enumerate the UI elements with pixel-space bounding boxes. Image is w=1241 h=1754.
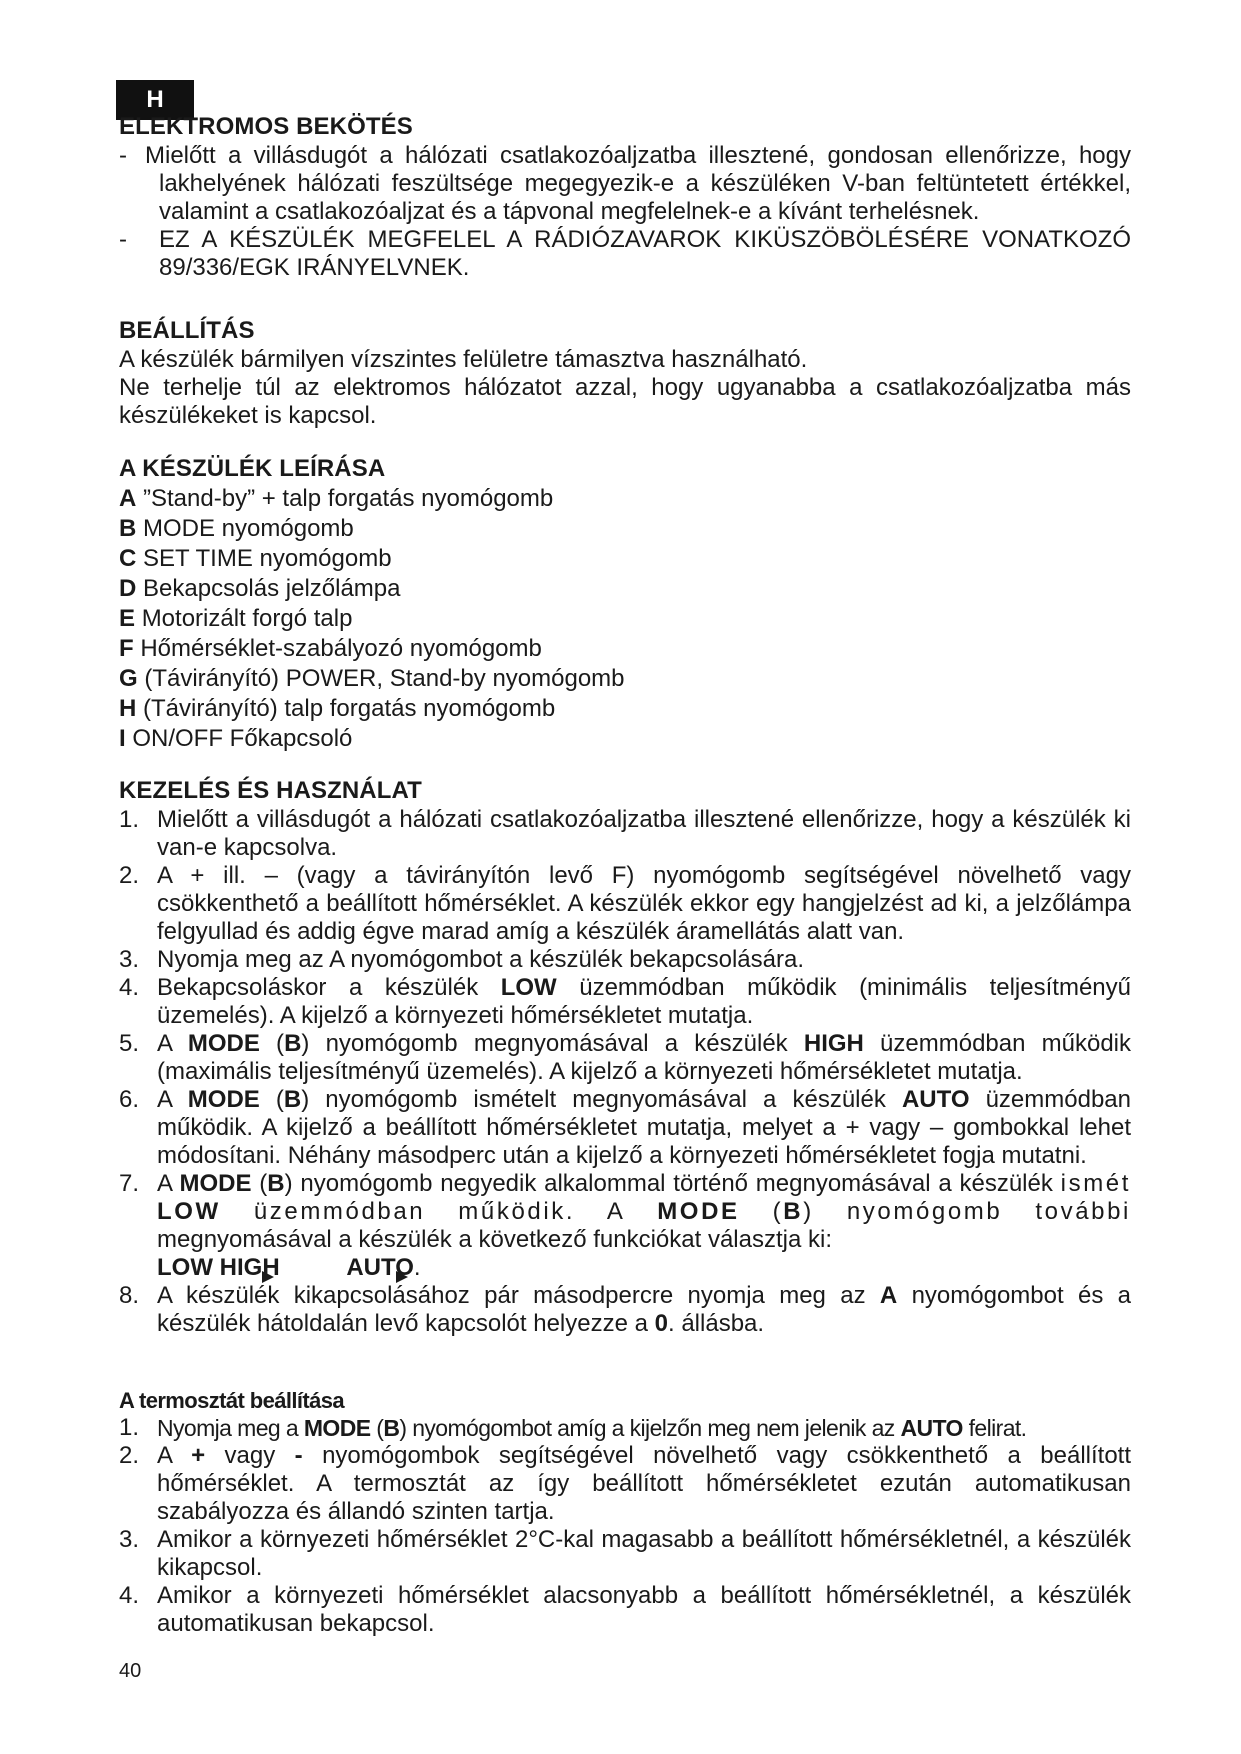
- usage-title: KEZELÉS ÉS HASZNÁLAT: [119, 777, 422, 804]
- description-item-d: D Bekapcsolás jelzőlámpa: [119, 575, 401, 602]
- setup-line-2: Ne terhelje túl az elektromos hálózatot azzal, hogy ugyanabba a csatlakozóaljzatba más készülékeket is kapcsol.: [119, 374, 1131, 429]
- description-item-h: H (Távirányító) talp forgatás nyomógomb: [119, 695, 556, 722]
- description-item-b: B MODE nyomógomb: [119, 515, 354, 542]
- usage-step-5: 5. A MODE (B) nyomógomb megnyomásával a készülék HIGH üzemmódban működik (maximális teljesítményű üzemelés). A kijelző a környezeti hőmérsékletet mutatja.: [119, 1030, 1132, 1085]
- thermostat-step-2: 2. A + vagy - nyomógombok segítségével növelhető vagy csökkenthető a beállított hőmérséklet. A termosztát az így beállított hőmérsékletet ezután automatikusan szabályozza és állandó szinten tartja.: [119, 1442, 1132, 1525]
- setup-line-1: A készülék bármilyen vízszintes felületre támasztva használható.: [119, 346, 808, 373]
- description-section: [119, 454, 1131, 754]
- list-mark: -: [119, 226, 127, 253]
- mode-sequence: LOW HIGH AUTO: [157, 1254, 414, 1281]
- list-item: [119, 142, 1131, 226]
- thermostat-step-1: 1. Nyomja meg a MODE (B) nyomógombot amíg a kijelzőn meg nem jelenik az AUTO felirat.: [119, 1414, 1027, 1441]
- description-item-g: G (Távirányító) POWER, Stand-by nyomógomb: [119, 665, 625, 692]
- list-text: EZ A KÉSZÜLÉK MEGFELEL A RÁDIÓZAVAROK KIKÜSZÖBÖLÉSÉRE VONATKOZÓ 89/336/EGK IRÁNYELVNEK.: [159, 226, 1131, 281]
- list-mark: -: [119, 142, 127, 169]
- usage-step-1: 1. Mielőtt a villásdugót a hálózati csatlakozóaljzatba illesztené ellenőrizze, hogy a készülék ki van-e kapcsolva.: [119, 806, 1131, 861]
- setup-title: BEÁLLÍTÁS: [119, 317, 255, 344]
- thermostat-section: [119, 1388, 1131, 1638]
- description-item-i: I ON/OFF Főkapcsoló: [119, 725, 353, 752]
- electrical-section: [119, 112, 1131, 282]
- usage-step-6: 6. A MODE (B) nyomógomb ismételt megnyomásával a készülék AUTO üzemmódban működik. A kijelző a beállított hőmérsékletet mutatja, melyet a + vagy – gombokkal lehet módosítani. Néhány másodperc után a kijelző a környezeti hőmérsékletet fogja mutatni.: [119, 1086, 1132, 1169]
- description-item-e: E Motorizált forgó talp: [119, 605, 353, 632]
- usage-step-7: 7. A MODE (B) nyomógomb negyedik alkalommal történő megnyomásával a készülék ismét LOW üzemmódban működik. A MODE (B) nyomógomb további megnyomásával a készülék a következő funkciókat választja ki: LOW HIGH AUTO.: [119, 1170, 1131, 1281]
- usage-step-4: 4. Bekapcsoláskor a készülék LOW üzemmódban működik (minimális teljesítményű üzemelés). A kijelző a környezeti hőmérsékletet mutatja.: [119, 974, 1131, 1029]
- language-tab: H: [116, 80, 194, 120]
- list-item: [119, 226, 1131, 282]
- description-title: A KÉSZÜLÉK LEÍRÁSA: [119, 455, 386, 482]
- description-item-c: C SET TIME nyomógomb: [119, 545, 392, 572]
- list-text: Mielőtt a villásdugót a hálózati csatlakozóaljzatba illesztené, gondosan ellenőrizze, hogy lakhelyének hálózati feszültsége megegyezik-e a készüléken V-ban feltüntetett értékkel, valamint a csatlakozóaljzat és a tápvonal megfelelnek-e a kívánt terhelésnek.: [145, 142, 1131, 225]
- description-item-f: F Hőmérséklet-szabályozó nyomógomb: [119, 635, 542, 662]
- usage-section: [119, 776, 1131, 1338]
- thermostat-title: A termosztát beállítása: [119, 1388, 345, 1413]
- thermostat-step-3: 3. Amikor a környezeti hőmérséklet 2°C-kal magasabb a beállított hőmérsékletnél, a készülék kikapcsol.: [119, 1526, 1131, 1581]
- description-item-a: A ”Stand-by” + talp forgatás nyomógomb: [119, 485, 554, 512]
- electrical-title: ELEKTROMOS BEKÖTÉS: [119, 113, 413, 140]
- usage-step-8: 8. A készülék kikapcsolásához pár másodpercre nyomja meg az A nyomógombot és a készülék hátoldalán levő kapcsolót helyezze a 0. állásba.: [119, 1282, 1131, 1337]
- page-number: 40: [119, 1660, 142, 1682]
- usage-step-3: 3. Nyomja meg az A nyomógombot a készülék bekapcsolására.: [119, 946, 805, 973]
- setup-section: [119, 316, 1131, 430]
- thermostat-step-4: 4. Amikor a környezeti hőmérséklet alacsonyabb a beállított hőmérsékletnél, a készülék automatikusan bekapcsol.: [119, 1582, 1131, 1637]
- usage-step-2: 2. A + ill. – (vagy a távirányítón levő F) nyomógomb segítségével növelhető vagy csökkenthető a beállított hőmérséklet. A készülék ekkor egy hangjelzést ad ki, a jelzőlámpa felgyullad és addig égve marad amíg a készülék áramellátás alatt van.: [119, 862, 1131, 945]
